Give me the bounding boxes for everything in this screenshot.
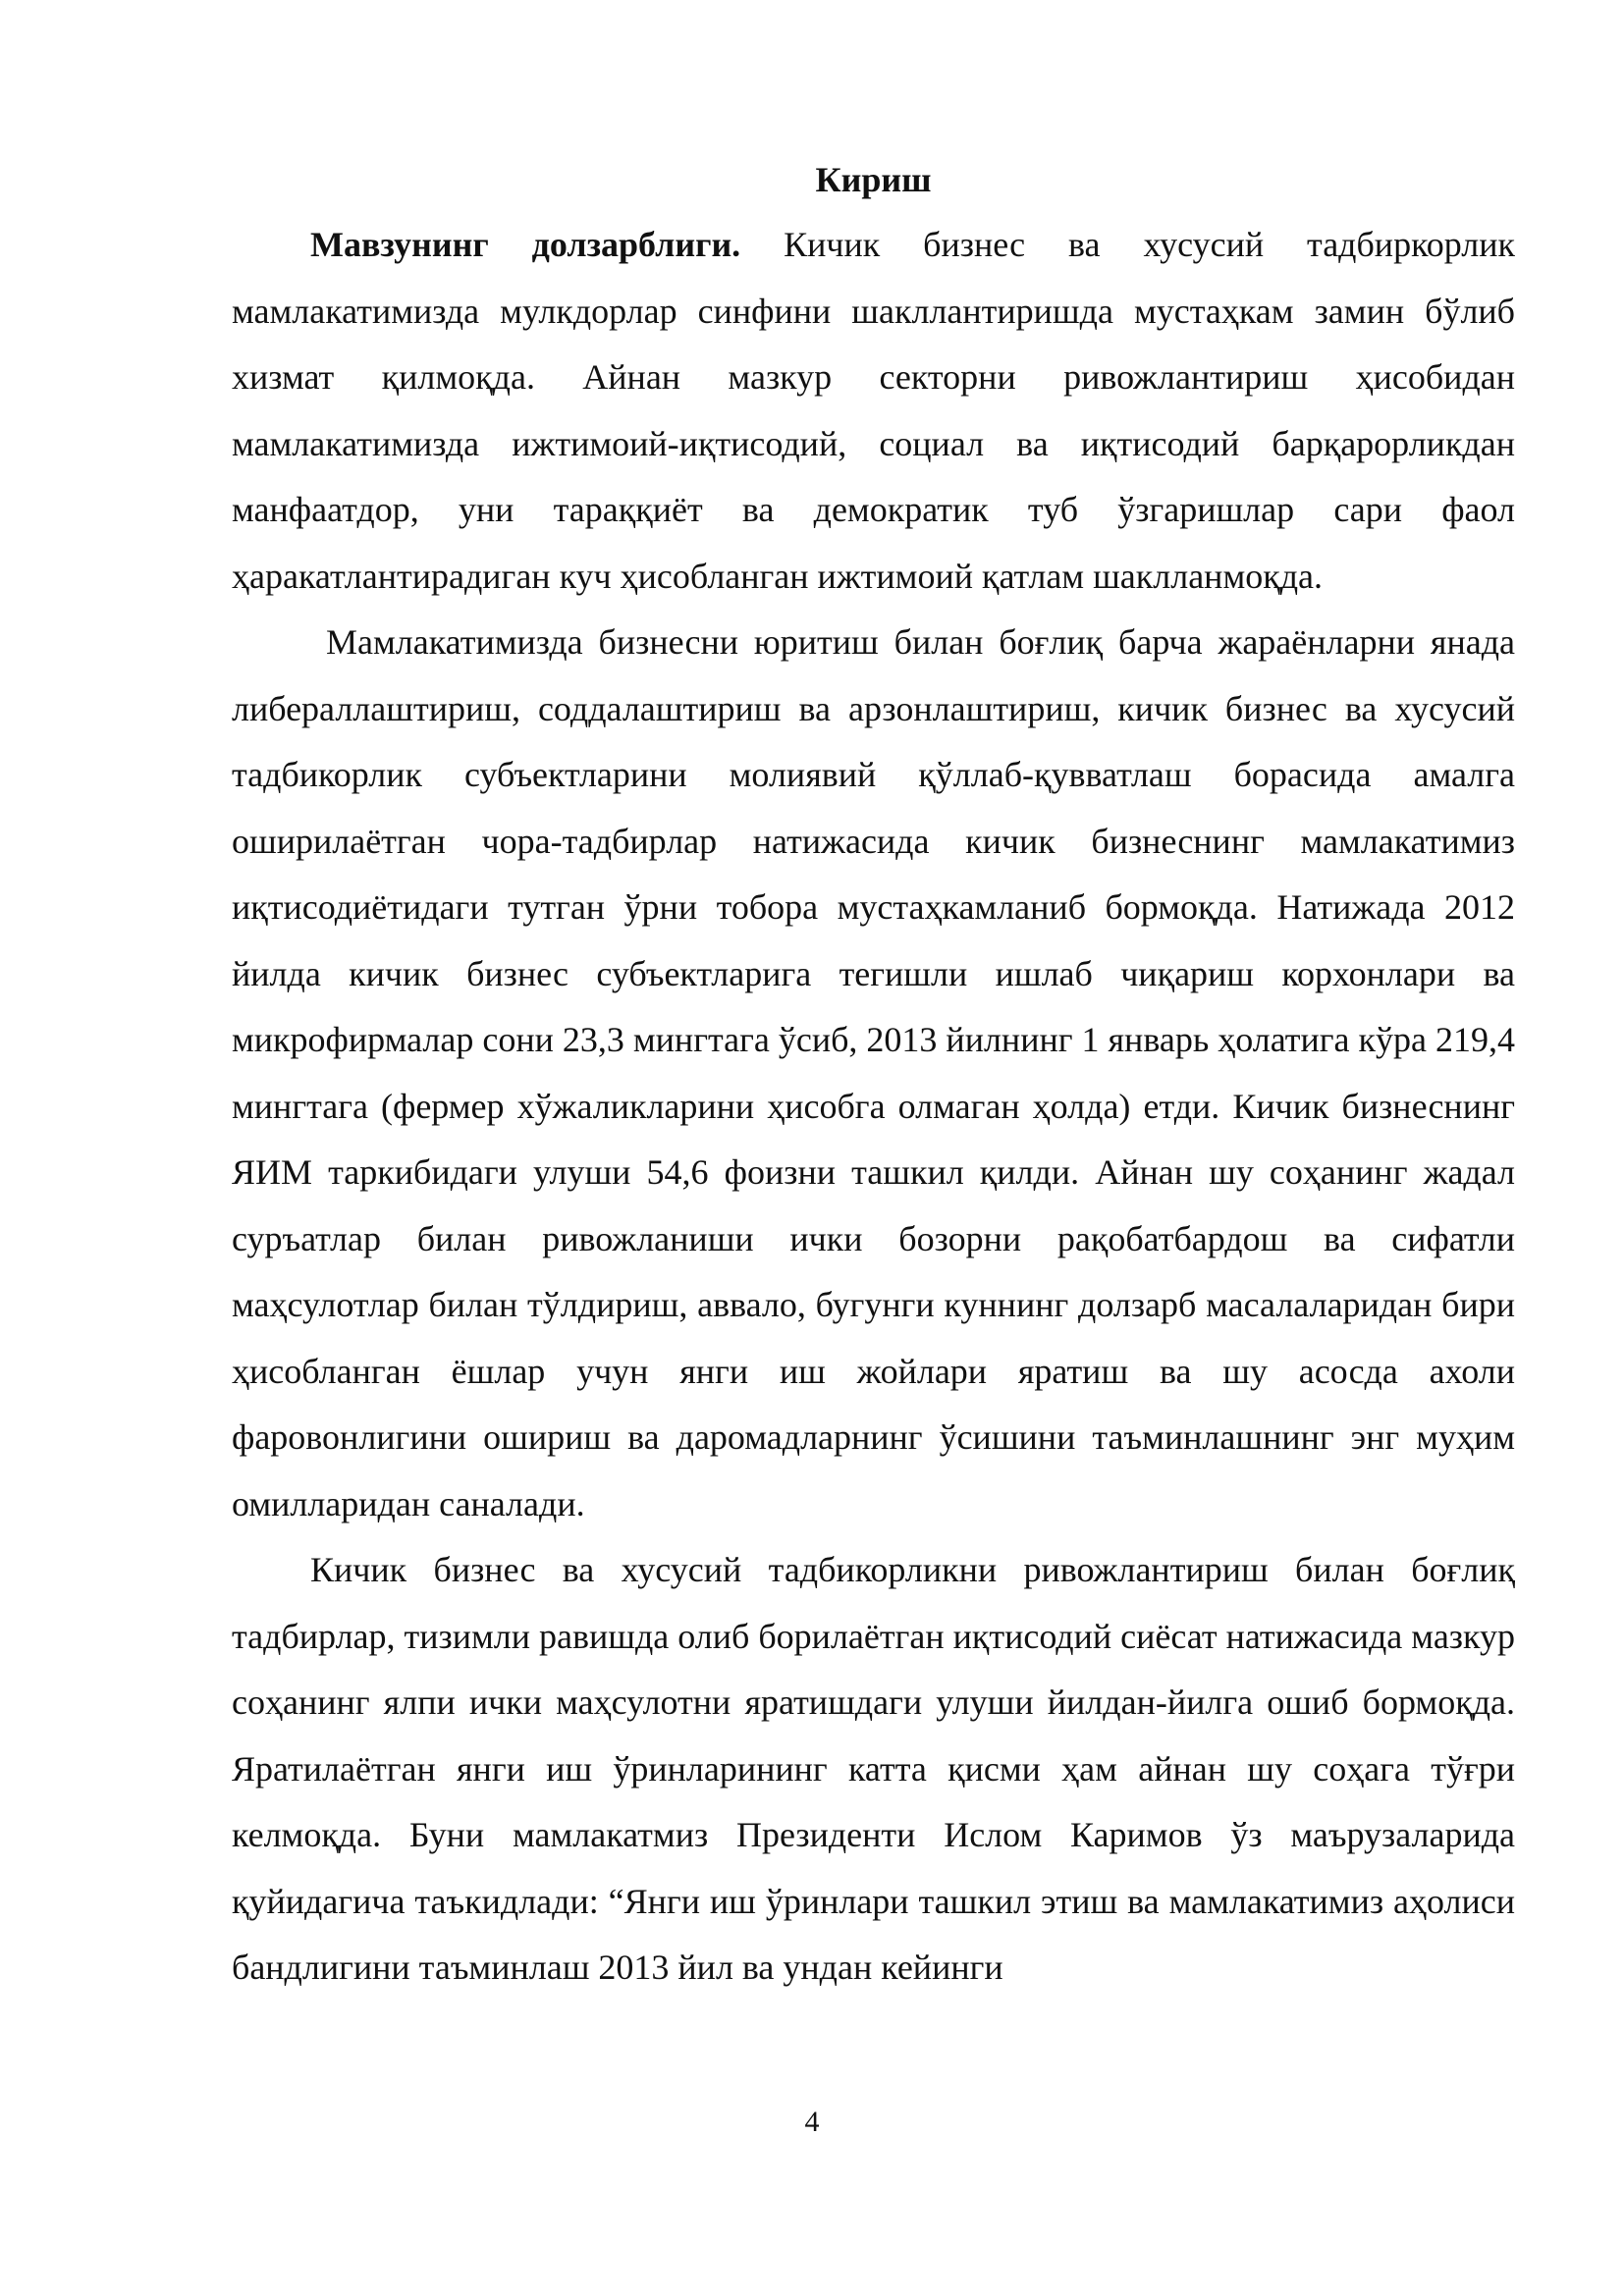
page-number: 4 [804,2106,820,2138]
paragraph-policy: Кичик бизнес ва хусусий тадбикорликни ривожлантириш билан боғлиқ тадбирлар, тизимли равишда олиб борилаётган иқтисодий сиёсат натижасида мазкур соҳанинг ялпи ички маҳсулотни яратишдаги улуши йилдан-йилга ошиб бормоқда. Яратилаётган янги иш ўринларининг катта қисми ҳам айнан шу соҳага тўғри келмоқда. Буни мамлакатмиз Президенти Ислом Каримов ўз маърузаларида қуйидагича таъкидлади: “Янги иш ўринлари ташкил этиш ва мамлакатимиз аҳолиси бандлигини таъминлаш 2013 йил ва ундан кейинги [232,1550,1515,1987]
paragraph-text: Кичик бизнес ва хусусий тадбиркорлик мамлакатимизда мулкдорлар синфини шакллантиришда мустаҳкам замин бўлиб хизмат қилмоқда. Айнан мазкур секторни ривожлантириш ҳисобидан мамлакатимизда ижтимоий-иқтисодий, социал ва иқтисодий барқарорликдан манфаатдор, уни тараққиёт ва демократик туб ўзгаришлар сари фаол ҳаракатлантирадиган куч ҳисобланган ижтимоий қатлам шаклланмоқда. [232,225,1515,596]
document-body [232,147,1515,2002]
paragraph-lead: Мавзунинг долзарблиги. [310,225,741,264]
paragraph-relevance [232,212,1515,610]
paragraph-small-business: Мамлакатимизда бизнесни юритиш билан боғлиқ барча жараёнларни янада либераллаштириш, соддалаштириш ва арзонлаштириш, кичик бизнес ва хусусий тадбикорлик субъектларини молиявий қўллаб-қувватлаш борасида амалга оширилаётган чора-тадбирлар натижасида кичик бизнеснинг мамлакатимиз иқтисодиётидаги тутган ўрни тобора мустаҳкамланиб бормоқда. Натижада 2012 йилда кичик бизнес субъектларига тегишли ишлаб чиқариш корхонлари ва микрофирмалар сони 23,3 мингтага ўсиб, 2013 йилнинг 1 январь ҳолатига кўра 219,4 мингтага (фермер хўжаликларини ҳисобга олмаган ҳолда) етди. Кичик бизнеснинг ЯИМ таркибидаги улуши 54,6 фоизни ташкил қилди. Айнан шу соҳанинг жадал суръатлар билан ривожланиши ички бозорни рақобатбардош ва сифатли маҳсулотлар билан тўлдириш, аввало, бугунги куннинг долзарб масалаларидан бири ҳисобланган ёшлар учун янги иш жойлари яратиш ва шу асосда ахоли фаровонлигини ошириш ва даромадларнинг ўсишини таъминлашнинг энг муҳим омилларидан саналади. [232,622,1515,1523]
section-heading: Кириш [815,160,932,199]
